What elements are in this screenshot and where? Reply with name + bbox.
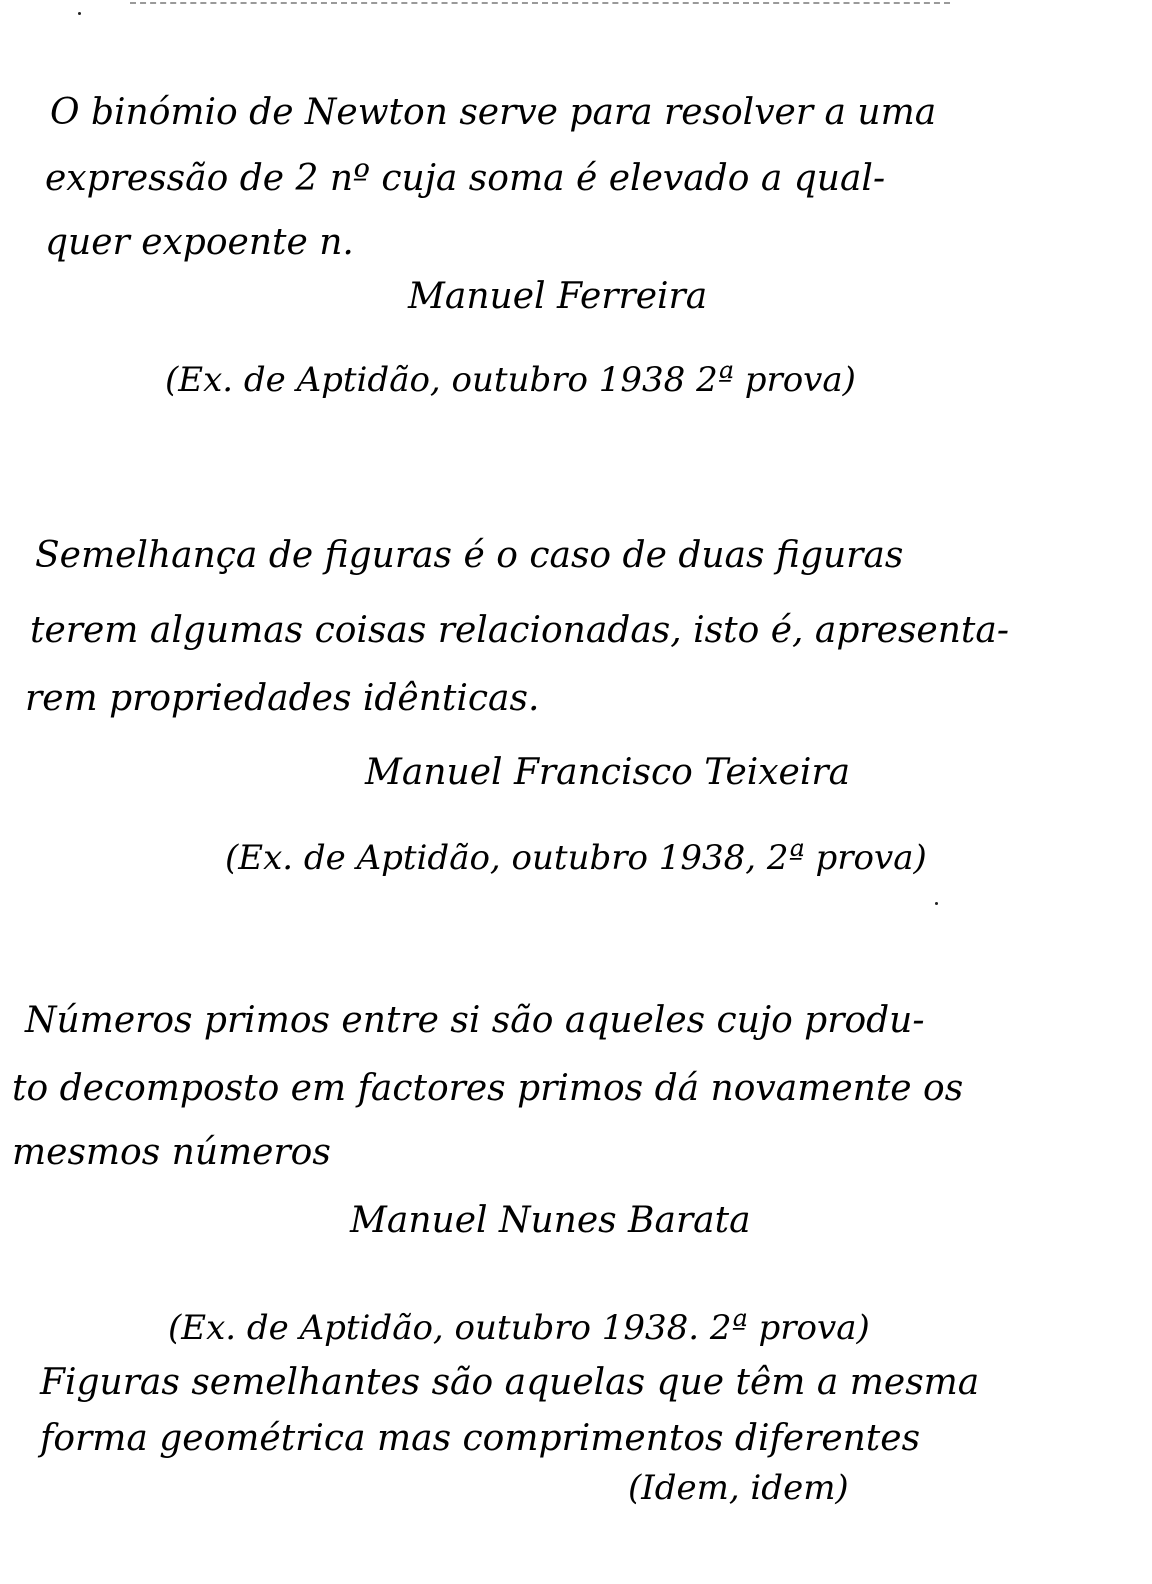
scan-edge-artifact: [130, 2, 950, 4]
entry-1-name: Manuel Ferreira: [408, 276, 708, 317]
scan-speck: [935, 902, 938, 905]
entry-2-line-1: Semelhança de figuras é o caso de duas figuras: [35, 535, 904, 576]
entry-2-line-3: rem propriedades idênticas.: [25, 678, 540, 719]
entry-3-line-2: to decomposto em factores primos dá novamente os: [12, 1068, 964, 1109]
entry-1-reference: (Ex. de Aptidão, outubro 1938 2ª prova): [165, 360, 856, 400]
entry-4-line-2: forma geométrica mas comprimentos diferentes: [40, 1418, 921, 1459]
entry-4-line-1: Figuras semelhantes são aquelas que têm a mesma: [40, 1362, 980, 1403]
entry-1-line-3: quer expoente n.: [45, 222, 354, 263]
scan-speck: [78, 12, 81, 15]
entry-1-line-2: expressão de 2 nº cuja soma é elevado a qual-: [45, 158, 886, 199]
entry-2-line-2: terem algumas coisas relacionadas, isto é, apresenta-: [30, 610, 1009, 651]
entry-3-line-3: mesmos números: [12, 1132, 331, 1173]
entry-2-reference: (Ex. de Aptidão, outubro 1938, 2ª prova): [225, 838, 927, 878]
entry-2-name: Manuel Francisco Teixeira: [365, 752, 851, 793]
entry-3-name: Manuel Nunes Barata: [350, 1200, 751, 1241]
entry-3-line-1: Números primos entre si são aqueles cujo produ-: [25, 1000, 925, 1041]
entry-1-line-1: O binómio de Newton serve para resolver a uma: [50, 92, 937, 133]
entry-3-reference: (Ex. de Aptidão, outubro 1938. 2ª prova): [168, 1308, 870, 1348]
entry-4-reference: (Idem, idem): [628, 1468, 849, 1508]
